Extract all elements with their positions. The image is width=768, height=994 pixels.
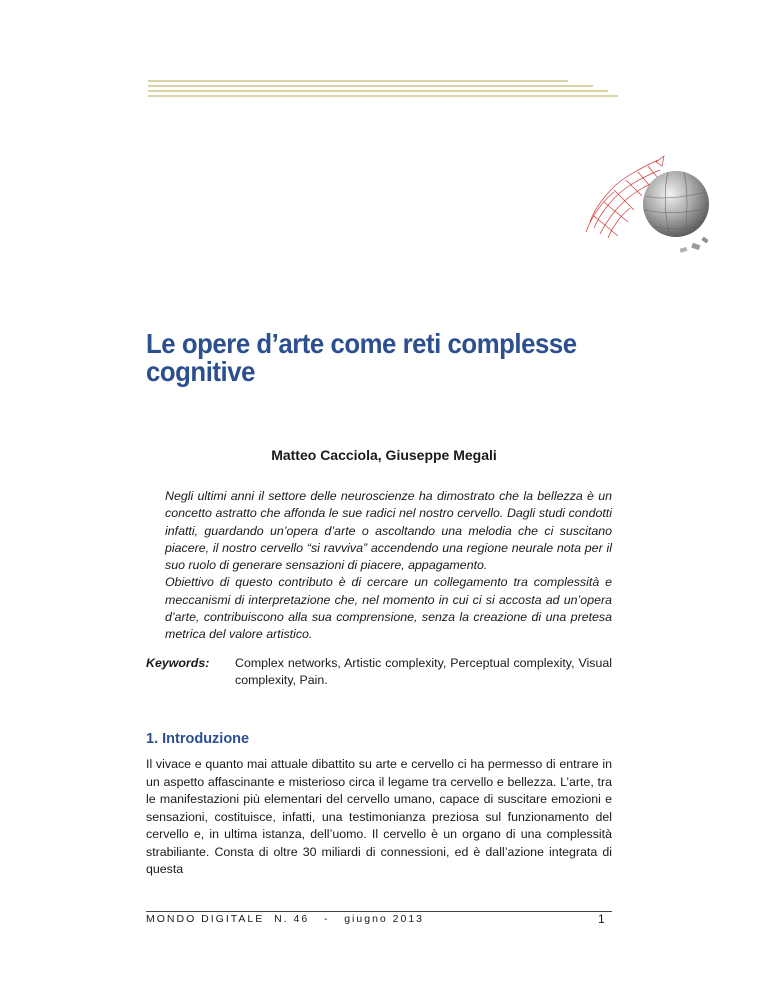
page-number: 1 [598,912,605,926]
keywords-text: Complex networks, Artistic complexity, Perceptual complexity, Visual complexity, Pain. [235,656,612,688]
footer-separator: - [323,913,330,925]
hand-puzzle-globe-illustration [584,152,712,258]
abstract [165,488,612,644]
article-title: Le opere d’arte come reti complesse cognitive [146,328,577,387]
footer-publication [146,913,424,925]
footer-date: giugno 2013 [344,913,425,925]
section-heading: 1. Introduzione [146,731,250,747]
section-body: Il vivace e quanto mai attuale dibattito su arte e cervello ci ha permesso di entrare in un aspetto affascinante e misterioso circa il legame tra cervello e bellezza. L’arte, tra le manifestazioni più elementari del cervello umano, capace di suscitare emozioni e sensazioni, costituisce, infatti, una testimonianza preziosa sul funzionamento del cervello e, in ultima istanza, dell’uomo. Il cervello è un organo di una complessità strabiliante. Consta di oltre 30 miliardi di connessioni, ed è dall’azione integrata di questa [146,757,612,876]
footer-issue: N. 46 [274,913,310,925]
abstract-paragraph: Negli ultimi anni il settore delle neuroscienze ha dimostrato che la bellezza è un concetto astratto che affonda le sue radici nel nostro cervello. Dagli studi condotti infatti, guardando un’opera d’arte o ascoltando una melodia che ci suscitano piacere, il nostro cervello “si ravviva” accendendo una regione neurale nota per il suo ruolo di generare sensazioni di piacere, appagamento. [165,489,612,573]
footer-divider [146,911,612,912]
abstract-paragraph: Obiettivo di questo contributo è di cercare un collegamento tra complessità e meccanismi di interpretazione che, nel momento in cui ci si accosta ad un’opera d’arte, contribuiscono alla sua comprensione, senza la creazione di una pretesa metrica del valore artistico. [165,575,612,642]
article-authors: Matteo Cacciola, Giuseppe Megali [271,447,497,463]
decorative-header-rules [148,80,618,104]
keywords-label: Keywords: [146,656,210,670]
footer-journal: MONDO DIGITALE [146,913,265,925]
